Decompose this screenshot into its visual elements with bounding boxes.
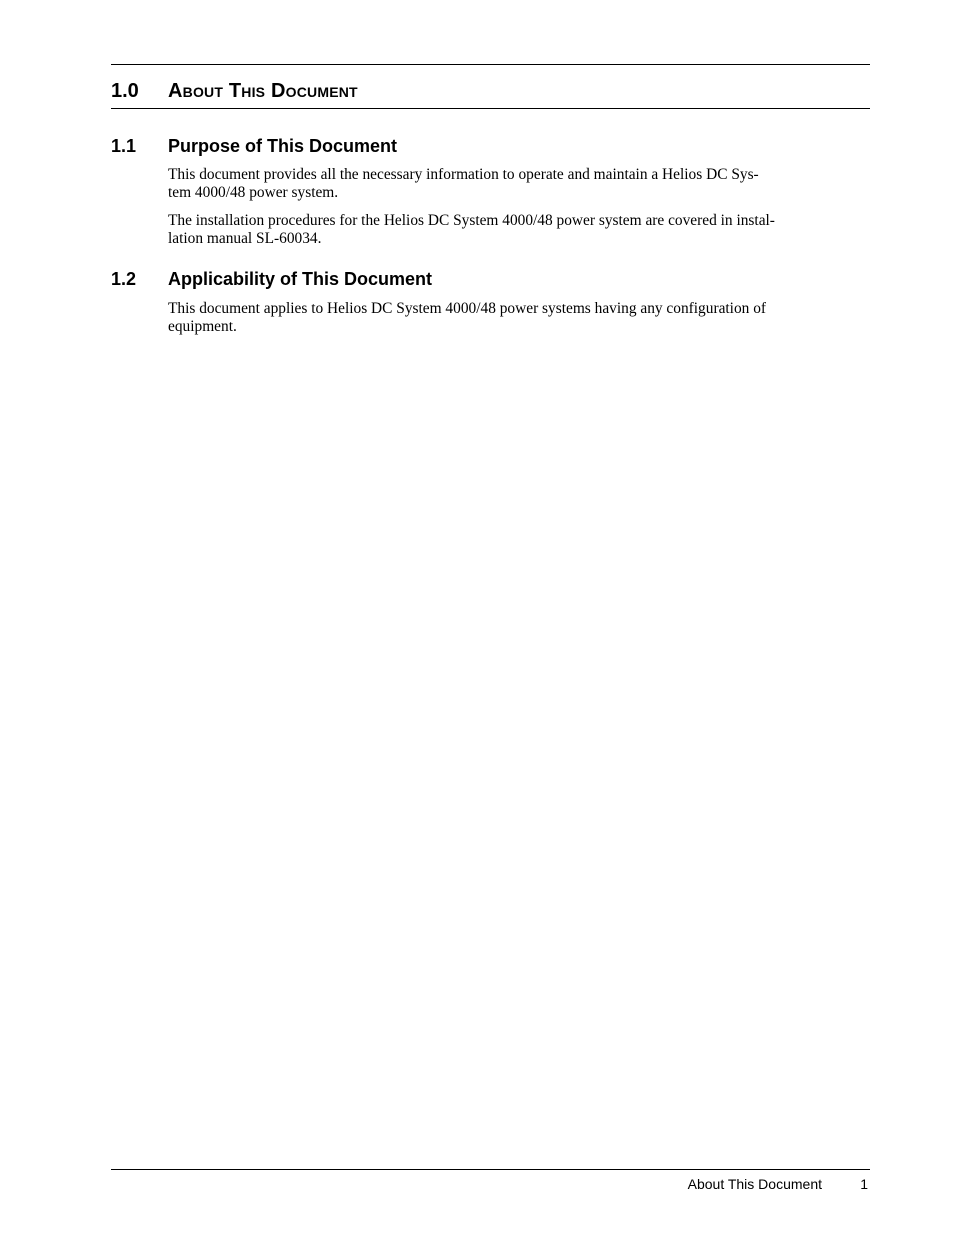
section-heading-purpose: [111, 135, 397, 157]
header-rule-top: [111, 64, 870, 65]
paragraph-purpose-1: [168, 166, 870, 202]
footer-rule: [111, 1169, 870, 1170]
page-number: 1: [860, 1176, 868, 1192]
footer-title: About This Document: [687, 1176, 822, 1192]
chapter-number: 1.0: [111, 80, 139, 102]
section-title: Applicability of This Document: [168, 269, 433, 289]
paragraph-line: This document applies to Helios DC System 4000/48 power systems having any configuration of: [168, 300, 767, 317]
section-number: 1.2: [111, 269, 137, 289]
paragraph-purpose-2: [168, 212, 870, 248]
paragraph-line: equipment.: [168, 318, 237, 335]
section-heading-applicability: [111, 268, 432, 290]
section-number: 1.1: [111, 136, 137, 156]
chapter-heading: [111, 78, 358, 104]
paragraph-line: lation manual SL-60034.: [168, 230, 322, 247]
section-title: Purpose of This Document: [168, 136, 398, 156]
header-rule-bottom: [111, 108, 870, 109]
paragraph-line: tem 4000/48 power system.: [168, 184, 339, 201]
paragraph-line: This document provides all the necessary information to operate and maintain a Helios DC Sys-: [168, 166, 759, 183]
paragraph-line: The installation procedures for the Helios DC System 4000/48 power system are covered in instal-: [168, 212, 775, 229]
paragraph-applicability-1: [168, 300, 870, 336]
chapter-title: About This Document: [168, 80, 358, 102]
